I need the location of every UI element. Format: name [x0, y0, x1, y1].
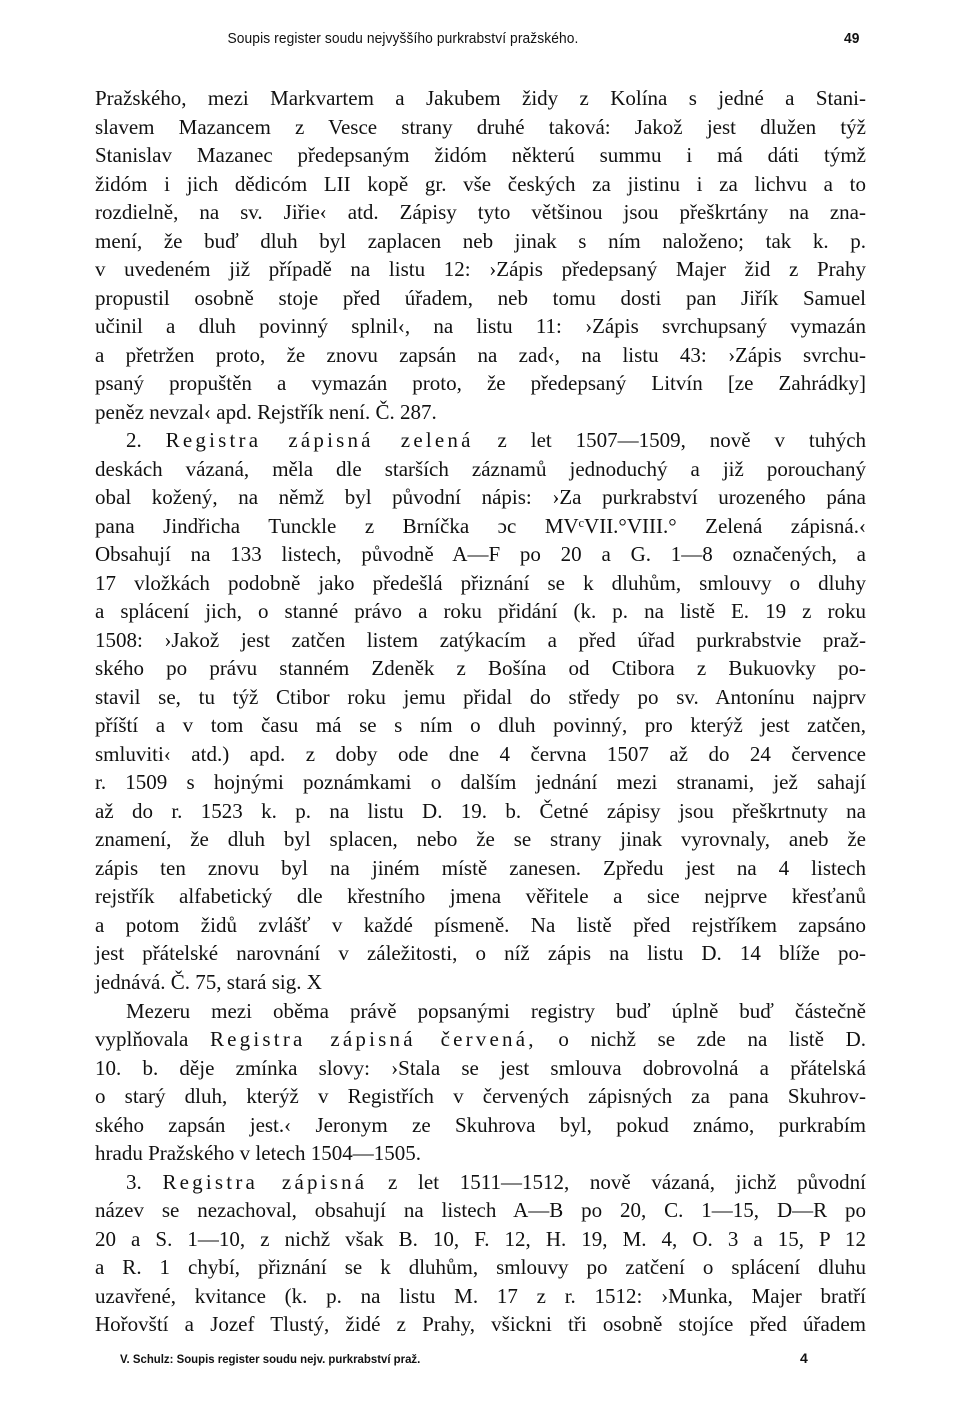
body-text	[95, 84, 866, 1339]
section-number: 3.	[126, 1169, 142, 1194]
line-prefix: vyplňovala	[95, 1027, 189, 1052]
section-heading-line	[95, 1168, 866, 1197]
sheet-number: 4	[800, 1350, 808, 1366]
page-number: 49	[843, 30, 860, 47]
text-line: ského zapsán jest.‹ Jeronym ze Skuhrova byl, pokud známo, purkrabím	[95, 1112, 866, 1137]
text-line: název se nezachoval, obsahují na listech A—B po 20, C. 1—15, D—R po	[95, 1198, 866, 1223]
text-line: a přetržen proto, že znovu zapsán na zad‹, na listu 43: ›Zápis svrchu-	[95, 342, 866, 367]
text-line: 20 a S. 1—10, z nichž však B. 10, F. 12, H. 19, M. 4, O. 3 a 15, P 12	[95, 1226, 866, 1251]
text-line: peněz nevzal‹ apd. Rejstřík není. Č. 287.	[95, 399, 437, 424]
section-heading-line	[95, 426, 866, 455]
text-line: stavil se, tu týž Ctibor roku jemu přidal do středy po sv. Antonínu najprv	[95, 684, 866, 709]
section-heading-rest: z let 1507—1509, nově v tuhých	[497, 428, 867, 453]
text-line: hradu Pražského v letech 1504—1505.	[95, 1141, 422, 1166]
text-line: příští a v tom času má se s ním o dluh povinný, pro kterýž jest zatčen,	[95, 713, 866, 738]
text-line: rejstřík alfabetický dle křestního jmena věřitele a sice nejprve křesťanů	[95, 884, 866, 909]
running-title: Soupis register soudu nejvyššího purkrabství pražského.	[227, 30, 579, 47]
text-line: jest přátelské narovnání v záležitosti, o níž zápis na listu D. 14 blíže po-	[95, 941, 866, 966]
section-heading-line	[95, 1025, 866, 1054]
text-line: Pražského, mezi Markvartem a Jakubem židy z Kolína s jedné a Stani-	[95, 86, 866, 110]
text-line: židóm i jich dědicóm LII kopě gr. vše českých za jistinu i za lichvu a to	[95, 171, 866, 196]
text-line: Hořovští a Jozef Tlustý, židé z Prahy, všickni tři osobně stojíce před úřadem	[95, 1312, 866, 1337]
section-title: Registra zápisná červená,	[209, 1027, 537, 1052]
text-line: pana Jindřicha Tunckle z Brníčka ɔc MVᶜVII.°VIII.° Zelená zápisná.‹	[95, 513, 866, 538]
text-line: znamení, že dluh byl splacen, nebo že se strany jinak vyrovnaly, aneb že	[95, 827, 866, 852]
text-line: 17 vložkách podobně jako předešlá přiznání se k dluhům, smlouvy o dluhy	[95, 570, 866, 595]
text-line: Obsahují na 133 listech, původně A—F po 20 a G. 1—8 označených, a	[95, 542, 866, 567]
text-line: a potom židů zvlášť v každé písmeně. Na listě před rejstříkem zapsáno	[95, 912, 866, 937]
section-number: 2.	[126, 428, 142, 453]
text-line: propustil osobně stoje před úřadem, neb tomu dosti pan Jiřík Samuel	[95, 285, 866, 310]
text-line: r. 1509 s hojnými poznámkami o dalším jednání mezi stranami, jež sahají	[95, 770, 866, 795]
text-line: ského po právu stanném Zdeněk z Bošína od Ctibora z Bukuovky po-	[95, 656, 866, 681]
text-line: v uvedeném již případě na listu 12: ›Zápis předepsaný Majer žid z Prahy	[95, 257, 866, 282]
text-line: 10. b. děje zmínka slovy: ›Stala se jest smlouva dobrovolná a přátelská	[95, 1055, 866, 1080]
text-line: jednává. Č. 75, stará sig. X	[95, 969, 322, 994]
text-line: obal kožený, na němž byl původní nápis: ›Za purkrabství urozeného pána	[95, 485, 866, 510]
text-line: psaný propuštěn a vymazán proto, že předepsaný Litvín [ze Zahrádky]	[95, 371, 866, 396]
text-line: mení, že buď dluh byl zaplacen neb jinak s ním naloženo; tak k. p.	[95, 228, 866, 253]
text-line: Stanislav Mazanec předepsaným židóm některú summu i má dáti týmž	[95, 143, 866, 168]
section-heading-rest: o nichž se zde na listě D.	[558, 1027, 867, 1052]
page-footer	[120, 1352, 820, 1372]
text-line: učinil a dluh povinný splnil‹, na listu 11: ›Zápis svrchupsaný vymazán	[95, 314, 866, 339]
section-title: Registra zápisná	[162, 1169, 368, 1194]
text-line: zápis ten znovu byl na jiném místě zanesen. Zpředu jest na 4 listech	[95, 855, 866, 880]
text-line: uzavřené, kvitance (k. p. na listu M. 17 z r. 1512: ›Munka, Majer bratří	[95, 1283, 866, 1308]
text-line: smluviti‹ atd.) apd. z doby ode dne 4 června 1507 až do 24 července	[95, 741, 866, 766]
text-line: až do r. 1523 k. p. na listu D. 19. b. Četné zápisy jsou přeškrtnuty na	[95, 798, 866, 823]
text-line: a splácení jich, o stanné právo a roku přidání (k. p. na listě E. 19 z roku	[95, 599, 866, 624]
running-header	[95, 30, 860, 52]
text-line: o starý dluh, kterýž v Registřích v červených zápisných za pana Skuhrov-	[95, 1084, 866, 1109]
footer-signature: V. Schulz: Soupis register soudu nejv. purkrabství praž.	[120, 1352, 421, 1366]
text-line: slavem Mazancem z Vesce strany druhé taková: Jakož jest dlužen týž	[95, 114, 866, 139]
text-line: 1508: ›Jakož jest zatčen listem zatýkacím a před úřad purkrabstvie praž-	[95, 627, 866, 652]
section-title: Registra zápisná zelená	[165, 428, 474, 453]
text-line: rozdielně, na sv. Jiřie‹ atd. Zápisy tyto většinou jsou přeškrtány na zna-	[95, 200, 866, 225]
text-line: deskách vázaná, měla dle starších záznamů jednoduchý a již porouchaný	[95, 456, 866, 481]
section-heading-rest: z let 1511—1512, nově vázaná, jichž původní	[388, 1169, 867, 1194]
text-line: Mezeru mezi oběma právě popsanými registry buď úplně buď částečně	[126, 998, 866, 1023]
text-line: a R. 1 chybí, přiznání se k dluhům, smlouvy po zatčení o splácení dluhu	[95, 1255, 866, 1280]
